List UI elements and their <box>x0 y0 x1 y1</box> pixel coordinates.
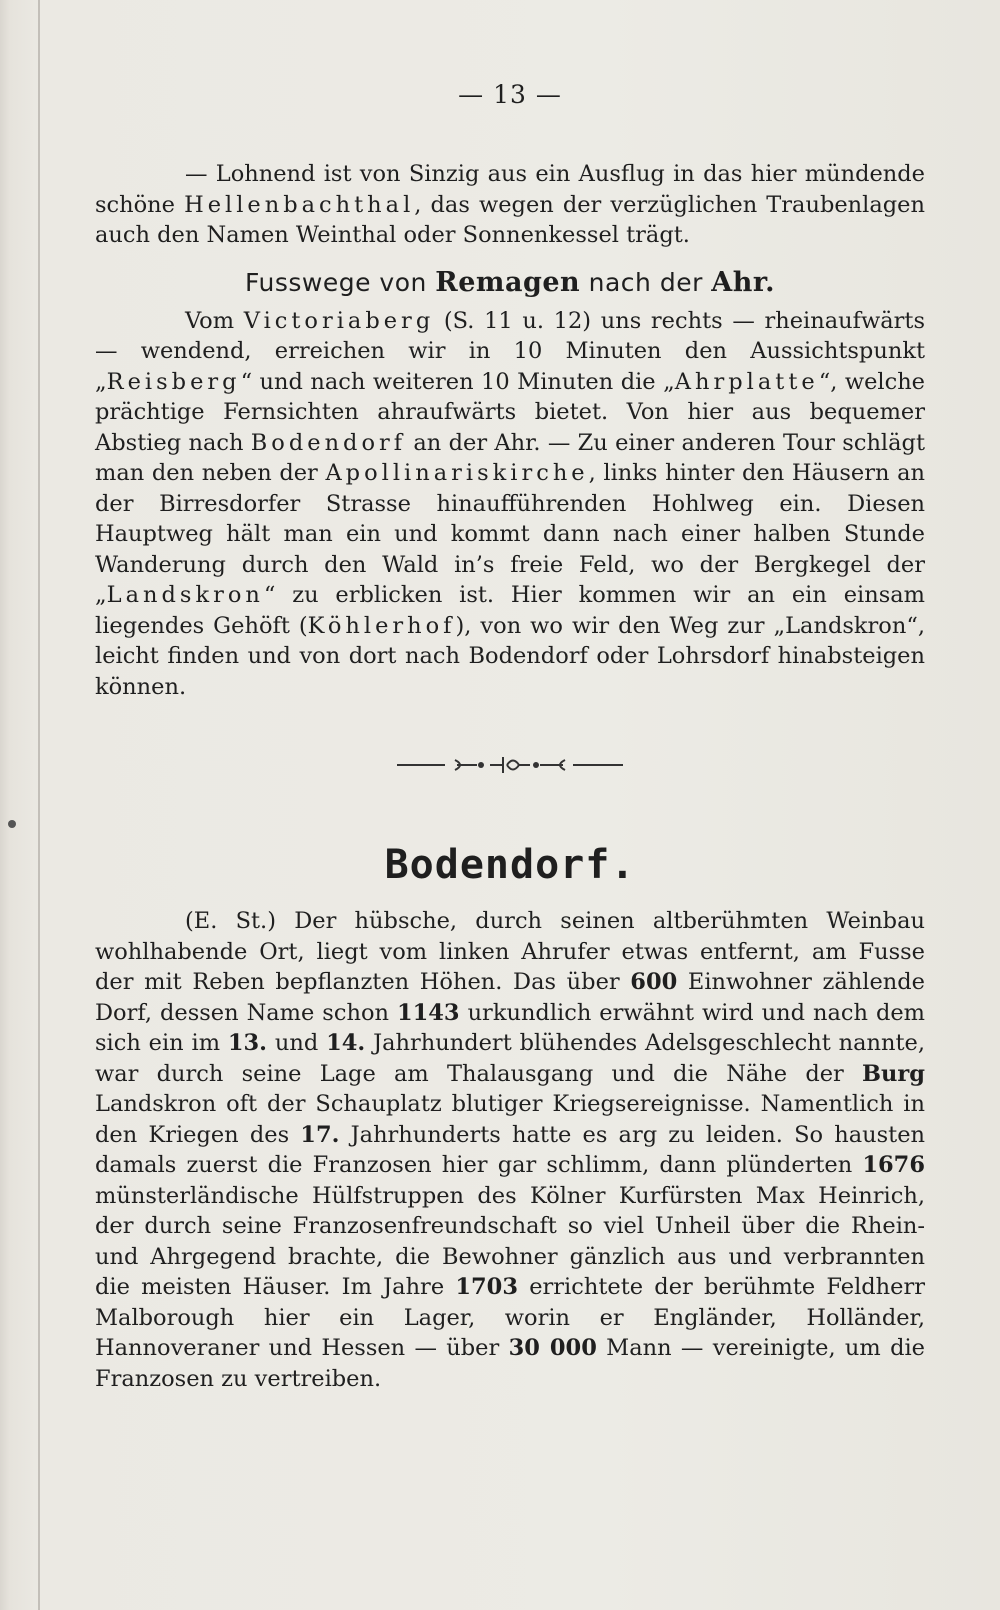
num-17: 17. <box>300 1121 340 1148</box>
fp-t5: an der Ahr. — Zu einer anderen Tour schlägt man den neben der <box>95 429 925 486</box>
word-burg: Burg <box>862 1060 925 1087</box>
bd-t2: Einwohner zählende Dorf, dessen Name schon <box>95 969 925 1026</box>
bd-t10: Mann — vereinigte, um die Franzosen zu vertreiben. <box>95 1335 925 1392</box>
num-1676: 1676 <box>862 1152 925 1178</box>
place-koehlerhof: Köhlerhof <box>307 612 456 639</box>
page-gutter <box>38 0 40 1610</box>
bd-t1: (E. St.) Der hübsche, durch seinen altberühmten Weinbau wohlhabende Ort, liegt vom linken Ahrufer etwas entfernt, am Fusse der mit Reben bepflanzten Höhen. Das über <box>95 908 925 995</box>
fp-t4: “, welche prächtige Fernsichten ahraufwärts bietet. Von hier aus bequemer Abstieg nach <box>95 368 925 456</box>
bd-t6: Landskron oft der Schauplatz blutiger Kriegsereignisse. Namentlich in den Kriegen des <box>95 1091 925 1148</box>
place-bodendorf: Bodendorf <box>250 429 407 456</box>
fp-t3: “ und nach weiteren 10 Minuten die „ <box>240 368 675 395</box>
num-600: 600 <box>630 969 678 995</box>
intro-text-2: , das wegen der verzüglichen Traubenlagen auch den Namen Weinthal oder Sonnenkessel trägt. <box>95 191 925 248</box>
bd-t5: Jahrhundert blühendes Adelsgeschlecht nannte, war durch seine Lage am Thalausgang und die Nähe der <box>95 1030 925 1087</box>
page-number: — 13 — <box>458 80 562 109</box>
page-content <box>95 80 925 1394</box>
num-14: 14. <box>326 1030 366 1056</box>
num-1703: 1703 <box>455 1274 518 1300</box>
heading-ahr: Ahr. <box>711 266 776 298</box>
bd-t9: errichtete der berühmte Feldherr Malborough hier ein Lager, worin er Engländer, Holländer, Hannoveraner und Hessen — über <box>95 1274 925 1361</box>
place-reisberg: Reisberg <box>106 368 241 395</box>
bd-t8: münsterländische Hülfstruppen des Kölner Kurfürsten Max Heinrich, der durch seine Franzosenfreundschaft so viel Unheil über die Rhein- und Ahrgegend brachte, die Bewohner gänzlich aus und verbrannten die meisten Häuser. Im Jahre <box>95 1182 925 1300</box>
fp-t1: Vom <box>185 307 244 334</box>
num-30000: 30 000 <box>508 1335 597 1361</box>
num-1143: 1143 <box>396 999 460 1026</box>
place-apollinariskirche: Apollinariskirche <box>325 460 589 486</box>
place-hellenbachthal: Hellenbachthal <box>184 191 415 218</box>
ornament-flourish-icon <box>395 752 625 776</box>
num-13: 13. <box>227 1030 268 1056</box>
bodendorf-paragraph <box>95 906 925 1394</box>
footpaths-paragraph <box>95 306 925 703</box>
fp-t6: , links hinter den Häusern an der Birresdorfer Strasse hinaufführenden Hohlweg ein. Diesen Hauptweg hält man ein und kommt dann nach einer halben Stunde Wanderung durch den Wald in’s freie Feld, wo der Bergkegel der „ <box>95 460 925 608</box>
intro-paragraph <box>95 159 925 251</box>
fp-t8: ), von wo wir den Weg zur „Landskron“, leicht finden und von dort nach Bodendorf oder Lohrsdorf hinabsteigen können. <box>95 612 925 700</box>
place-ahrplatte: Ahrplatte <box>674 368 819 395</box>
heading-pre: Fusswege von <box>244 267 436 297</box>
fp-t2: (S. 11 u. 12) uns rechts — rheinaufwärts — wendend, erreichen wir in 10 Minuten den Aussichtspunkt „ <box>95 307 925 395</box>
bd-t4: und <box>267 1030 327 1056</box>
bd-t7: Jahrhunderts hatte es arg zu leiden. So hausten damals zuerst die Franzosen hier gar schlimm, dann plünderten <box>95 1121 925 1178</box>
place-landskron: Landskron <box>106 582 264 608</box>
intro-text-1: — Lohnend ist von Sinzig aus ein Ausflug in das hier mündende schöne <box>95 161 925 218</box>
fp-t7: “ zu erblicken ist. Hier kommen wir an ein einsam liegendes Gehöft ( <box>95 582 925 639</box>
decorative-ornament-icon <box>95 752 925 780</box>
ink-speck <box>8 820 16 828</box>
bd-t3: urkundlich erwähnt wird und nach dem sich ein im <box>95 999 925 1056</box>
heading-remagen: Remagen <box>435 266 581 298</box>
bodendorf-title: Bodendorf. <box>384 842 636 888</box>
heading-mid: nach der <box>580 267 712 297</box>
footpaths-heading <box>95 267 925 298</box>
place-victoriaberg: Victoriaberg <box>243 307 435 334</box>
